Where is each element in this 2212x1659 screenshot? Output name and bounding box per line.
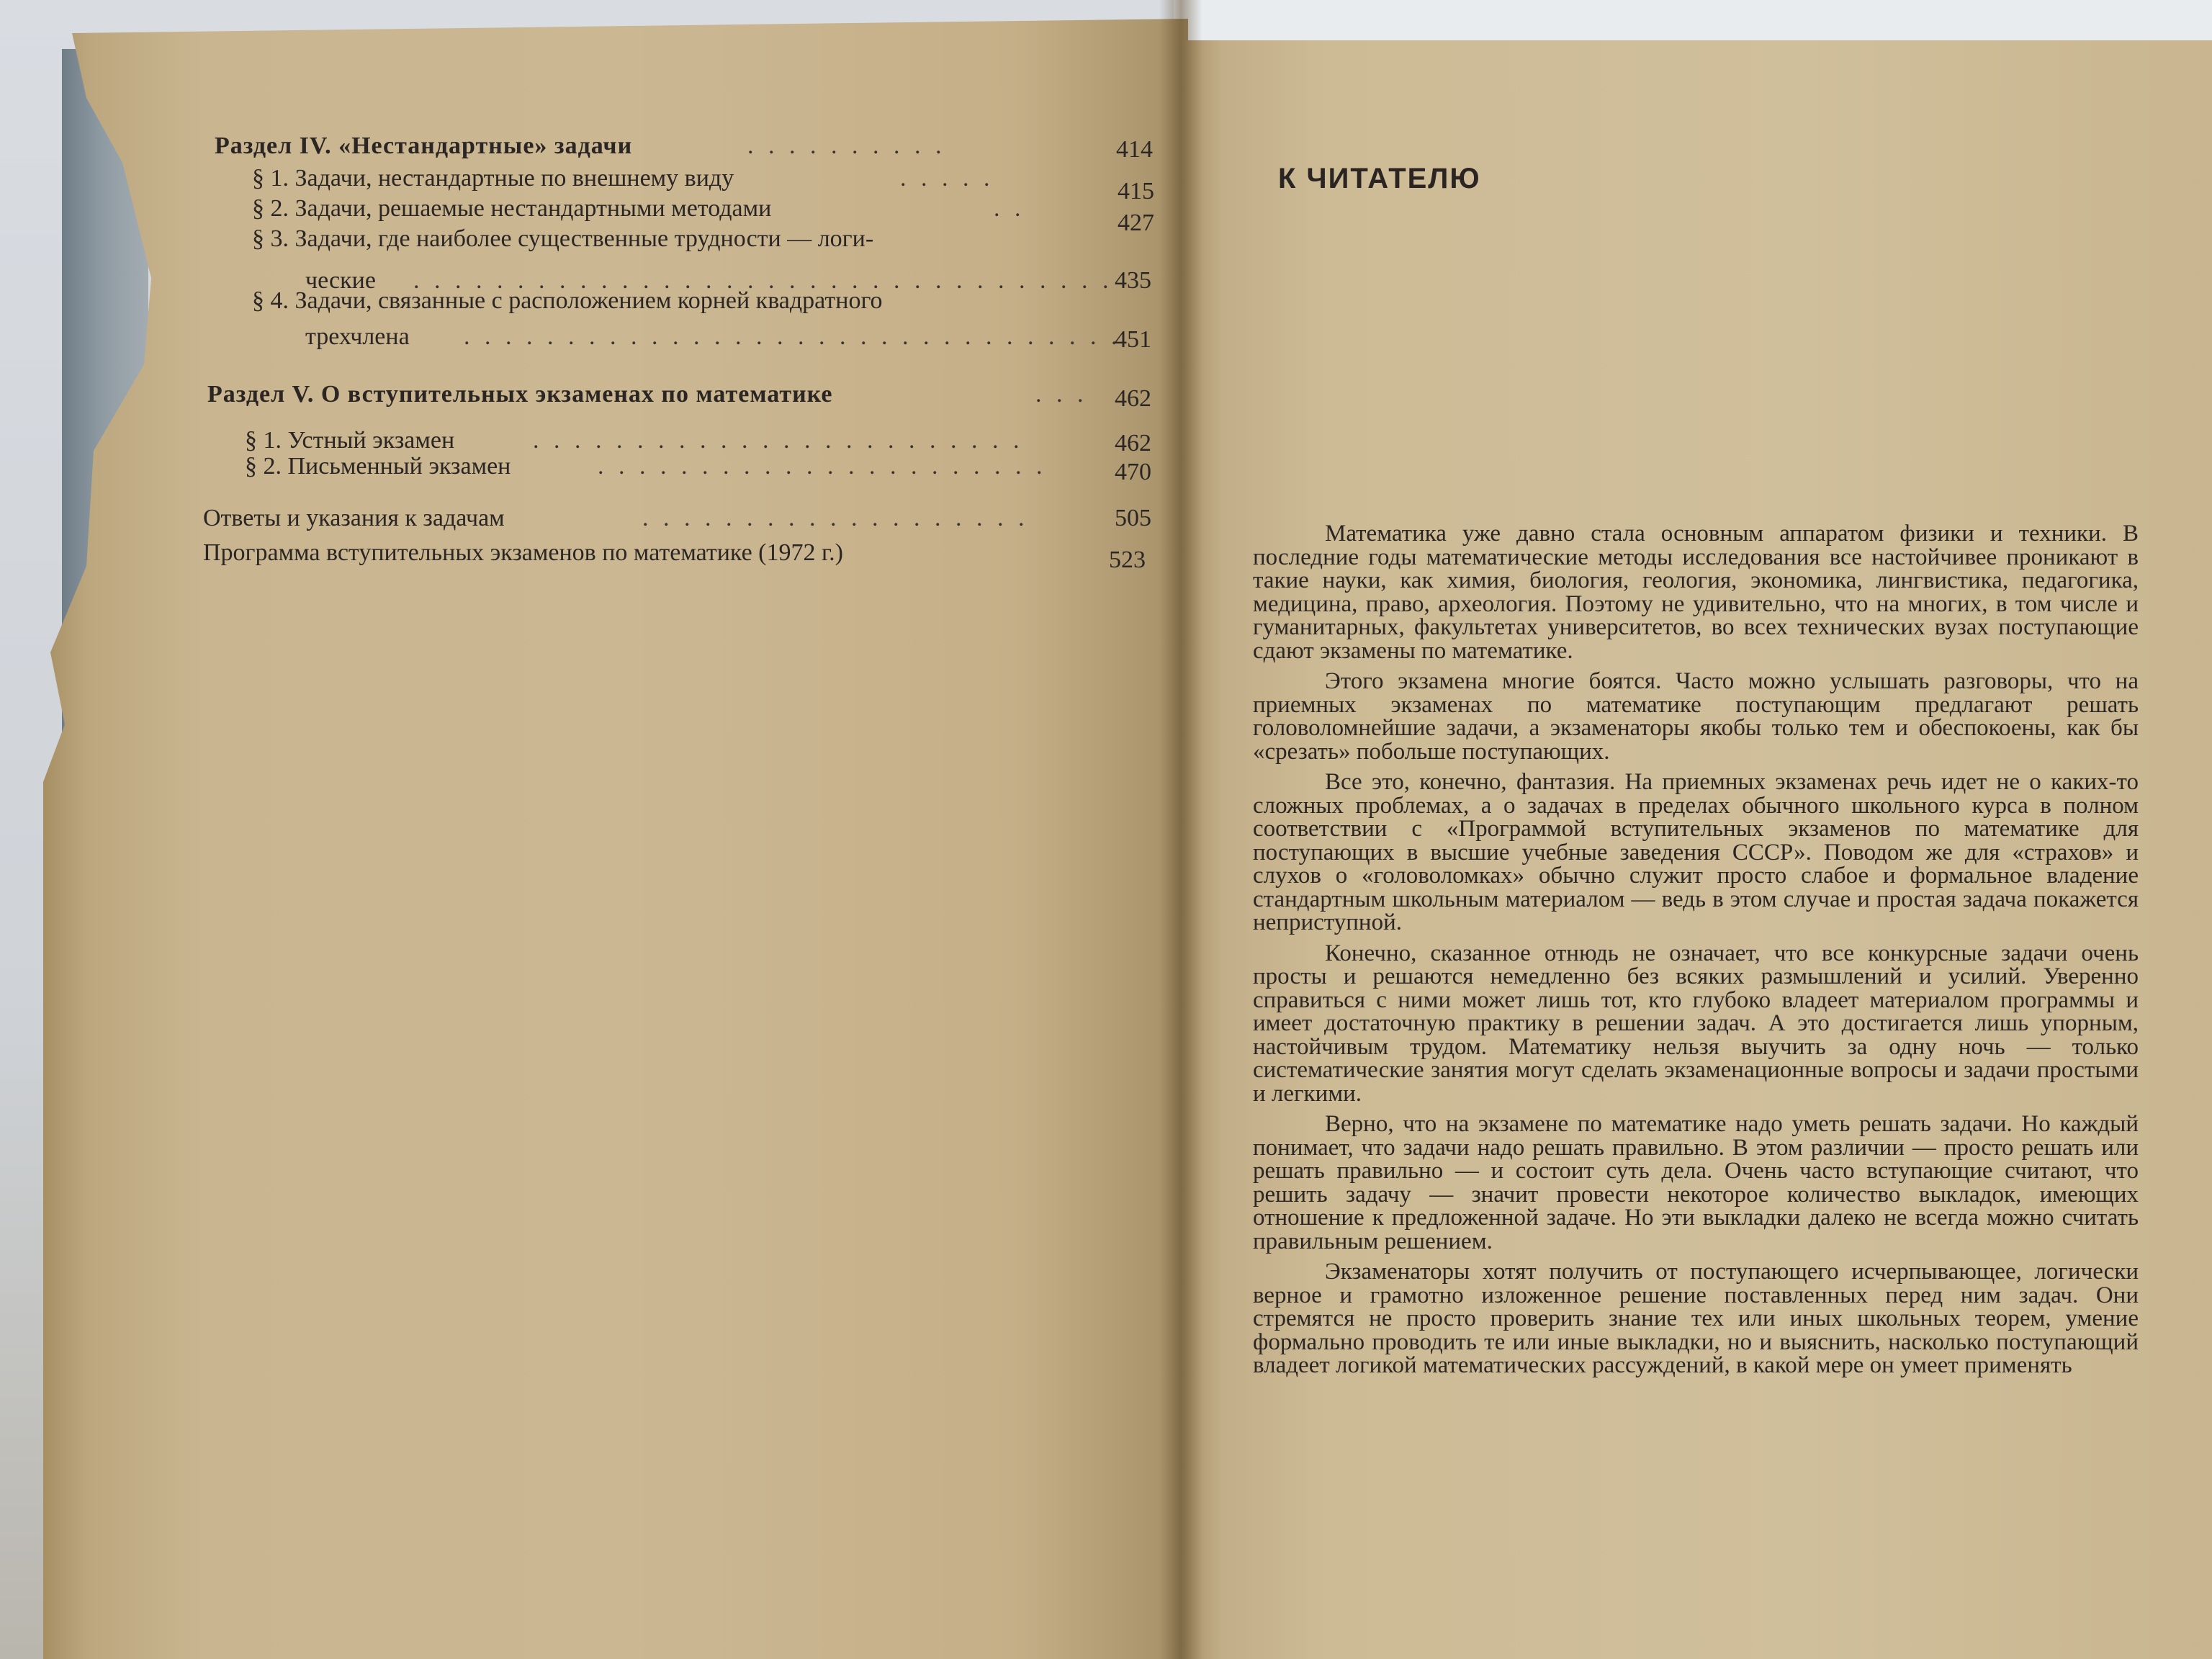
toc-p5-s2-page: 470 (1115, 459, 1151, 485)
toc-p5-s1-page: 462 (1115, 430, 1151, 457)
preface-paragraph: Этого экзамена многие боятся. Часто можно услышать разговоры, что на приемных экзаменах по математике поступающим предлагают решать головоломнейшие задачи, а экзаменаторы якобы только тем и обеспокоены, как бы «срезать» побольше поступающих. (1253, 668, 2139, 765)
preface-paragraph: Экзаменаторы хотят получить от поступающего исчерпывающее, логически верное и грамотно изложенное решение поставленных перед ним задач. Они стремятся не просто проверить знание тех или иных школьных теорем, умение формально проводить те или иные выкладки, но и выяснить, насколько поступающий владеет логикой математических рассуждений, в какой мере он умеет применять (1253, 1259, 2139, 1378)
toc-entry-p5-s1 (245, 426, 1024, 455)
preface-body (1253, 522, 2139, 1377)
toc-leader-dots: . . . . . . . . . . (747, 132, 946, 159)
toc-entry-p4-s1 (252, 164, 994, 193)
preface-paragraph: Все это, конечно, фантазия. На приемных экзаменах речь идет не о каких-то сложных проблемах, а о задачах в пределах обычного школьного курса в полном соответствии с «Программой вступительных экзаменов по математике для поступающих в высшие учебные заведения СССР». Поводом же для «страхов» и слухов о «головоломках» обычно служит просто слабое и формальное владение стандартным школьным материалом — ведь в этом случае и простая задача покажется неприступной. (1253, 769, 2139, 935)
toc-p4-s3-title-cont: ческие (305, 267, 376, 294)
toc-answers-title: Ответы и указания к задачам (203, 505, 505, 531)
toc-entry-p4-s4-cont (305, 323, 1122, 351)
toc-leader-dots: . . . . . . . . . . . . . . . . . . . . . . . . (533, 427, 1024, 454)
toc-leader-dots: . . . . . . . . . . . . . . . . . . . . . . (598, 453, 1047, 480)
toc-p4-s1-page: 415 (1118, 178, 1154, 204)
toc-leader-dots: . . . . . (900, 165, 994, 192)
toc-leader-dots: . . . (1035, 381, 1088, 408)
preface-paragraph: Верно, что на экзамене по математике надо уметь решать задачи. Но каждый понимает, что задачи надо решать правильно. В этом различии — просто решать или решать правильно — и состоит суть дела. Очень часто вступающие считают, что решить задачу — значит провести некоторое количество выкладок, имеющих отношение к предложенной задаче. Но эти выкладки далеко не всегда можно считать правильным решением. (1253, 1111, 2139, 1254)
toc-leader-dots: . . (994, 195, 1025, 222)
toc-leader-dots: . . . . . . . . . . . . . . . . . . . . . . . . . . . . . . . . (464, 323, 1122, 350)
toc-p4-s3-page: 435 (1115, 267, 1151, 294)
toc-p4-s3-title: § 3. Задачи, где наиболее существенные трудности — логи- (252, 225, 874, 252)
toc-entry-p4-s4 (252, 287, 883, 315)
toc-p4-s2-page: 427 (1118, 210, 1154, 236)
preface-paragraph: Конечно, сказанное отнюдь не означает, что все конкурсные задачи очень просты и решаются немедленно без всяких размышлений и усилий. Уверенно справиться с ними может лишь тот, кто глубоко владеет материалом программы и имеет достаточную практику в решении задач. А это достигается лишь упорным, настойчивым трудом. Математику нельзя выучить за одну ночь — только систематические занятия могут сделать экзаменационные вопросы и задачи простыми и легкими. (1253, 940, 2139, 1107)
toc-entry-answers (203, 504, 1029, 533)
toc-p4-s1-title: § 1. Задачи, нестандартные по внешнему виду (252, 165, 734, 192)
toc-entry-program (203, 539, 843, 567)
toc-entry-p4-s3 (252, 225, 873, 253)
toc-p4-s4-title: § 4. Задачи, связанные с расположением корней квадратного (252, 287, 883, 314)
toc-program-title: Программа вступительных экзаменов по математике (1972 г.) (203, 539, 843, 566)
toc-p5-s1-title: § 1. Устный экзамен (245, 427, 455, 454)
toc-entry-p4-s2 (252, 194, 1025, 223)
toc-leader-dots: . . . . . . . . . . . . . . . . . . . . . . . . . . . . . . . . . . (413, 267, 1113, 294)
toc-part4-title: Раздел IV. «Нестандартные» задачи (215, 132, 633, 159)
toc-leader-dots: . . . . . . . . . . . . . . . . . . . (642, 505, 1029, 531)
table-of-contents (0, 0, 1181, 720)
toc-part5-page: 462 (1115, 385, 1151, 412)
toc-p5-s2-title: § 2. Письменный экзамен (245, 453, 511, 480)
toc-entry-part5 (207, 380, 1088, 409)
toc-part5-title: Раздел V. О вступительных экзаменах по математике (207, 381, 833, 408)
toc-entry-p5-s2 (245, 452, 1047, 481)
toc-answers-page: 505 (1115, 505, 1151, 531)
toc-p4-s4-page: 451 (1115, 326, 1151, 353)
preface-heading: К ЧИТАТЕЛЮ (1278, 163, 1481, 194)
toc-p4-s4-title-cont: трехчлена (305, 323, 410, 350)
toc-part4-page: 414 (1116, 136, 1153, 163)
toc-program-page: 523 (1109, 547, 1146, 573)
preface-paragraph: Математика уже давно стала основным аппаратом физики и техники. В последние годы математические методы исследования все настойчивее проникают в такие науки, как химия, биология, геология, экономика, лингвистика, педагогика, медицина, право, археология. Поэтому не удивительно, что на многих, в том числе и гуманитарных, факультетах университетов, во всех технических вузах поступающие сдают экзамены по математике. (1253, 521, 2139, 664)
toc-entry-part4 (215, 132, 1129, 161)
toc-p4-s2-title: § 2. Задачи, решаемые нестандартными методами (252, 195, 772, 222)
